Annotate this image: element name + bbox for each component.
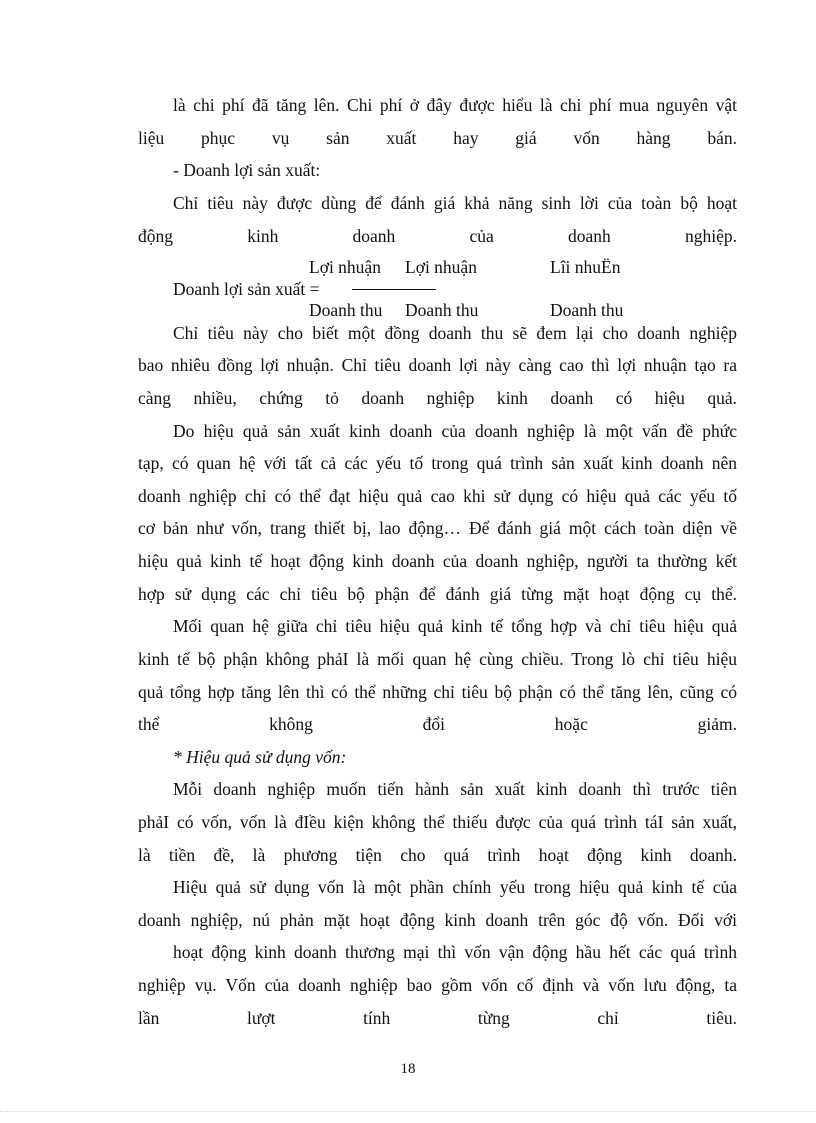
- page-bottom-border: [0, 1111, 816, 1112]
- formula-numerator: Lợi nhuận: [309, 257, 381, 277]
- formula-denominator: Doanh thu: [309, 300, 383, 320]
- section-heading: * Hiệu quả sử dụng vốn:: [173, 747, 347, 767]
- paragraph-line: liệu phục vụ sản xuất hay giá vốn hàng bán.: [138, 128, 737, 148]
- paragraph-line: Mối quan hệ giữa chỉ tiêu hiệu quả kinh tế tổng hợp và chỉ tiêu hiệu quả: [173, 616, 737, 636]
- paragraph-line: quả tổng hợp tăng lên thì có thể những chỉ tiêu bộ phận có thể tăng lên, cũng có: [138, 682, 737, 702]
- formula-numerator: Lợi nhuận: [405, 257, 477, 277]
- fraction-bar: [352, 289, 436, 290]
- paragraph-line: bao nhiêu đồng lợi nhuận. Chỉ tiêu doanh lợi này càng cao thì lợi nhuận tạo ra: [138, 355, 737, 375]
- paragraph-line: doanh nghiệp, nú phản mặt hoạt động kinh doanh trên góc độ vốn. Đối với: [138, 910, 737, 930]
- paragraph-line: càng nhiều, chứng tỏ doanh nghiệp kinh doanh có hiệu quả.: [138, 388, 737, 408]
- formula-denominator: Doanh thu: [550, 300, 624, 320]
- paragraph-line: cơ bản như vốn, trang thiết bị, lao động… Để đánh giá một cách toàn diện về: [138, 518, 737, 538]
- formula-lhs: Doanh lợi sản xuất =: [173, 279, 320, 299]
- paragraph-line: Chỉ tiêu này cho biết một đồng doanh thu sẽ đem lại cho doanh nghiệp: [173, 323, 737, 343]
- paragraph-line: hợp sử dụng các chỉ tiêu bộ phận để đánh giá từng mặt hoạt động cụ thể.: [138, 584, 737, 604]
- page-number: 18: [400, 1061, 416, 1077]
- paragraph-line: Do hiệu quả sản xuất kinh doanh của doanh nghiệp là một vấn đề phức: [173, 421, 737, 441]
- paragraph-line: kinh tế bộ phận không phảI là mối quan hệ cùng chiều. Trong lò chỉ tiêu hiệu: [138, 649, 737, 669]
- paragraph-line: là tiền đề, là phương tiện cho quá trình hoạt động kinh doanh.: [138, 845, 737, 865]
- section-heading: - Doanh lợi sản xuất:: [173, 160, 321, 180]
- paragraph-line: lần lượt tính từng chỉ tiêu.: [138, 1008, 737, 1028]
- paragraph-line: thể không đổi hoặc giảm.: [138, 714, 737, 734]
- paragraph-line: phảI có vốn, vốn là đIều kiện không thể thiếu được của quá trình táI sản xuất,: [138, 812, 737, 832]
- paragraph-line: là chi phí đã tăng lên. Chi phí ở đây được hiểu là chi phí mua nguyên vật: [173, 95, 737, 115]
- paragraph-line: nghiệp vụ. Vốn của doanh nghiệp bao gồm vốn cố định và vốn lưu động, ta: [138, 975, 737, 995]
- paragraph-line: Hiệu quả sử dụng vốn là một phần chính yếu trong hiệu quả kinh tế của: [173, 877, 737, 897]
- paragraph-line: tạp, có quan hệ với tất cả các yếu tố trong quá trình sản xuất kinh doanh nên: [138, 453, 737, 473]
- paragraph-line: Chỉ tiêu này được dùng để đánh giá khả năng sinh lời của toàn bộ hoạt: [173, 193, 737, 213]
- paragraph-line: hiệu quả kinh tế hoạt động kinh doanh của doanh nghiệp, người ta thường kết: [138, 551, 737, 571]
- paragraph-line: hoạt động kinh doanh thương mại thì vốn vận động hầu hết các quá trình: [173, 942, 737, 962]
- paragraph-line: động kinh doanh của doanh nghiệp.: [138, 226, 737, 246]
- formula-denominator: Doanh thu: [405, 300, 479, 320]
- formula-numerator: Lîi nhuËn: [550, 257, 621, 277]
- paragraph-line: Mỗi doanh nghiệp muốn tiến hành sản xuất kinh doanh thì trước tiên: [173, 779, 737, 799]
- paragraph-line: doanh nghiệp chỉ có thể đạt hiệu quả cao khi sử dụng có hiệu quả các yếu tố: [138, 486, 737, 506]
